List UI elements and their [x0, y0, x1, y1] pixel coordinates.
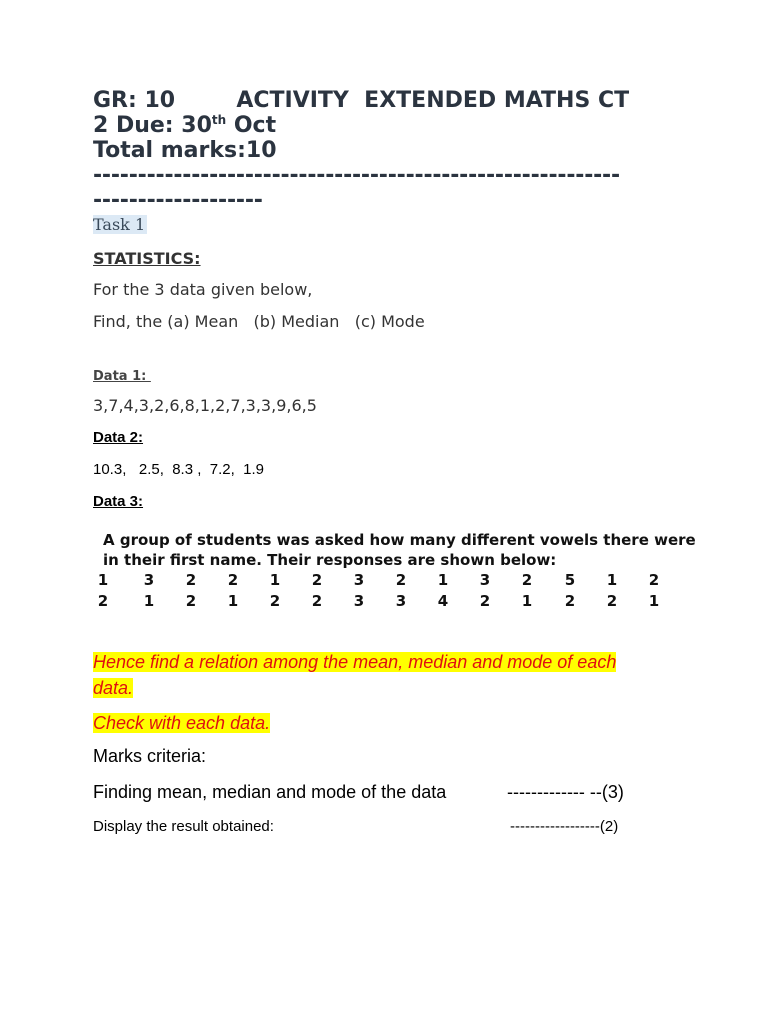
data3-row-2-value: 2 [185, 592, 197, 610]
data3-row-2-value: 3 [395, 592, 407, 610]
data3-row-2-value: 4 [437, 592, 449, 610]
data3-description [103, 530, 703, 570]
data3-row-1-value: 1 [97, 571, 109, 589]
check-line [93, 710, 270, 736]
data3-row-2-value: 2 [606, 592, 618, 610]
data1-label: Data 1: [93, 369, 151, 384]
data3-row-2-value: 2 [311, 592, 323, 610]
hence-line-2 [93, 675, 133, 701]
data3-row-2-value: 1 [521, 592, 533, 610]
data3-row-2-value: 1 [143, 592, 155, 610]
data3-row-2-value: 2 [269, 592, 281, 610]
data3-row-2-value: 2 [97, 592, 109, 610]
data3-row-2 [93, 592, 693, 614]
data3-row-1-value: 2 [311, 571, 323, 589]
hence-text-2: data. [93, 678, 134, 698]
hence-text-1: Hence find a relation among the mean, median and mode of each [93, 652, 617, 672]
data3-row-1-value: 1 [437, 571, 449, 589]
data3-row-2-value: 2 [564, 592, 576, 610]
marks-item-1-text: Finding mean, median and mode of the data [93, 782, 447, 802]
task-label: Task 1 [93, 215, 146, 234]
marks-item-1-marks: ------------- --(3) [507, 782, 624, 802]
data3-row-2-value: 1 [648, 592, 660, 610]
data3-row-2-value: 2 [479, 592, 491, 610]
hence-line-1 [93, 649, 616, 675]
data3-row-1-value: 2 [395, 571, 407, 589]
data3-row-1-value: 3 [479, 571, 491, 589]
data3-row-2-value: 1 [227, 592, 239, 610]
data2-label: Data 2: [93, 429, 144, 446]
task-intro: For the 3 data given below, [93, 280, 313, 299]
header-due-sup: th [211, 113, 227, 127]
header-grade-activity: GR: 10 ACTIVITY EXTENDED MATHS CT [93, 88, 630, 113]
data3-text-line-1: A group of students was asked how many different vowels there were [103, 531, 696, 549]
data3-label: Data 3: [93, 493, 144, 510]
data3-row-1-value: 3 [143, 571, 155, 589]
divider-dashes-1: ----------------------------------------------------------- [93, 163, 620, 188]
header-due-suffix: Oct [226, 113, 277, 138]
marks-item-2-marks: ------------------(2) [510, 818, 619, 835]
data2-values: 10.3, 2.5, 8.3 , 7.2, 1.9 [93, 461, 264, 478]
data3-text-line-2: in their first name. Their responses are shown below: [103, 551, 557, 569]
divider-dashes-2: ------------------- [93, 188, 263, 213]
data3-row-1-value: 2 [521, 571, 533, 589]
task-find: Find, the (a) Mean (b) Median (c) Mode [93, 312, 425, 331]
data3-row-1-value: 2 [648, 571, 660, 589]
statistics-heading: STATISTICS: [93, 249, 201, 268]
header-due-prefix: 2 Due: 30 [93, 113, 212, 138]
data3-row-1-value: 1 [269, 571, 281, 589]
data3-row-1-value: 2 [227, 571, 239, 589]
total-marks: Total marks:10 [93, 138, 277, 163]
header-line-1 [93, 88, 629, 113]
data3-row-2-value: 3 [353, 592, 365, 610]
data3-row-1-value: 3 [353, 571, 365, 589]
marks-criteria-heading: Marks criteria: [93, 746, 207, 766]
data3-row-1-value: 2 [185, 571, 197, 589]
header-line-2 [93, 113, 276, 138]
data3-row-1-value: 1 [606, 571, 618, 589]
check-text: Check with each data. [93, 713, 271, 733]
data3-row-1-value: 5 [564, 571, 576, 589]
data1-values: 3,7,4,3,2,6,8,1,2,7,3,3,9,6,5 [93, 396, 317, 415]
marks-item-2-text: Display the result obtained: [93, 818, 274, 835]
data3-row-1 [93, 571, 693, 593]
